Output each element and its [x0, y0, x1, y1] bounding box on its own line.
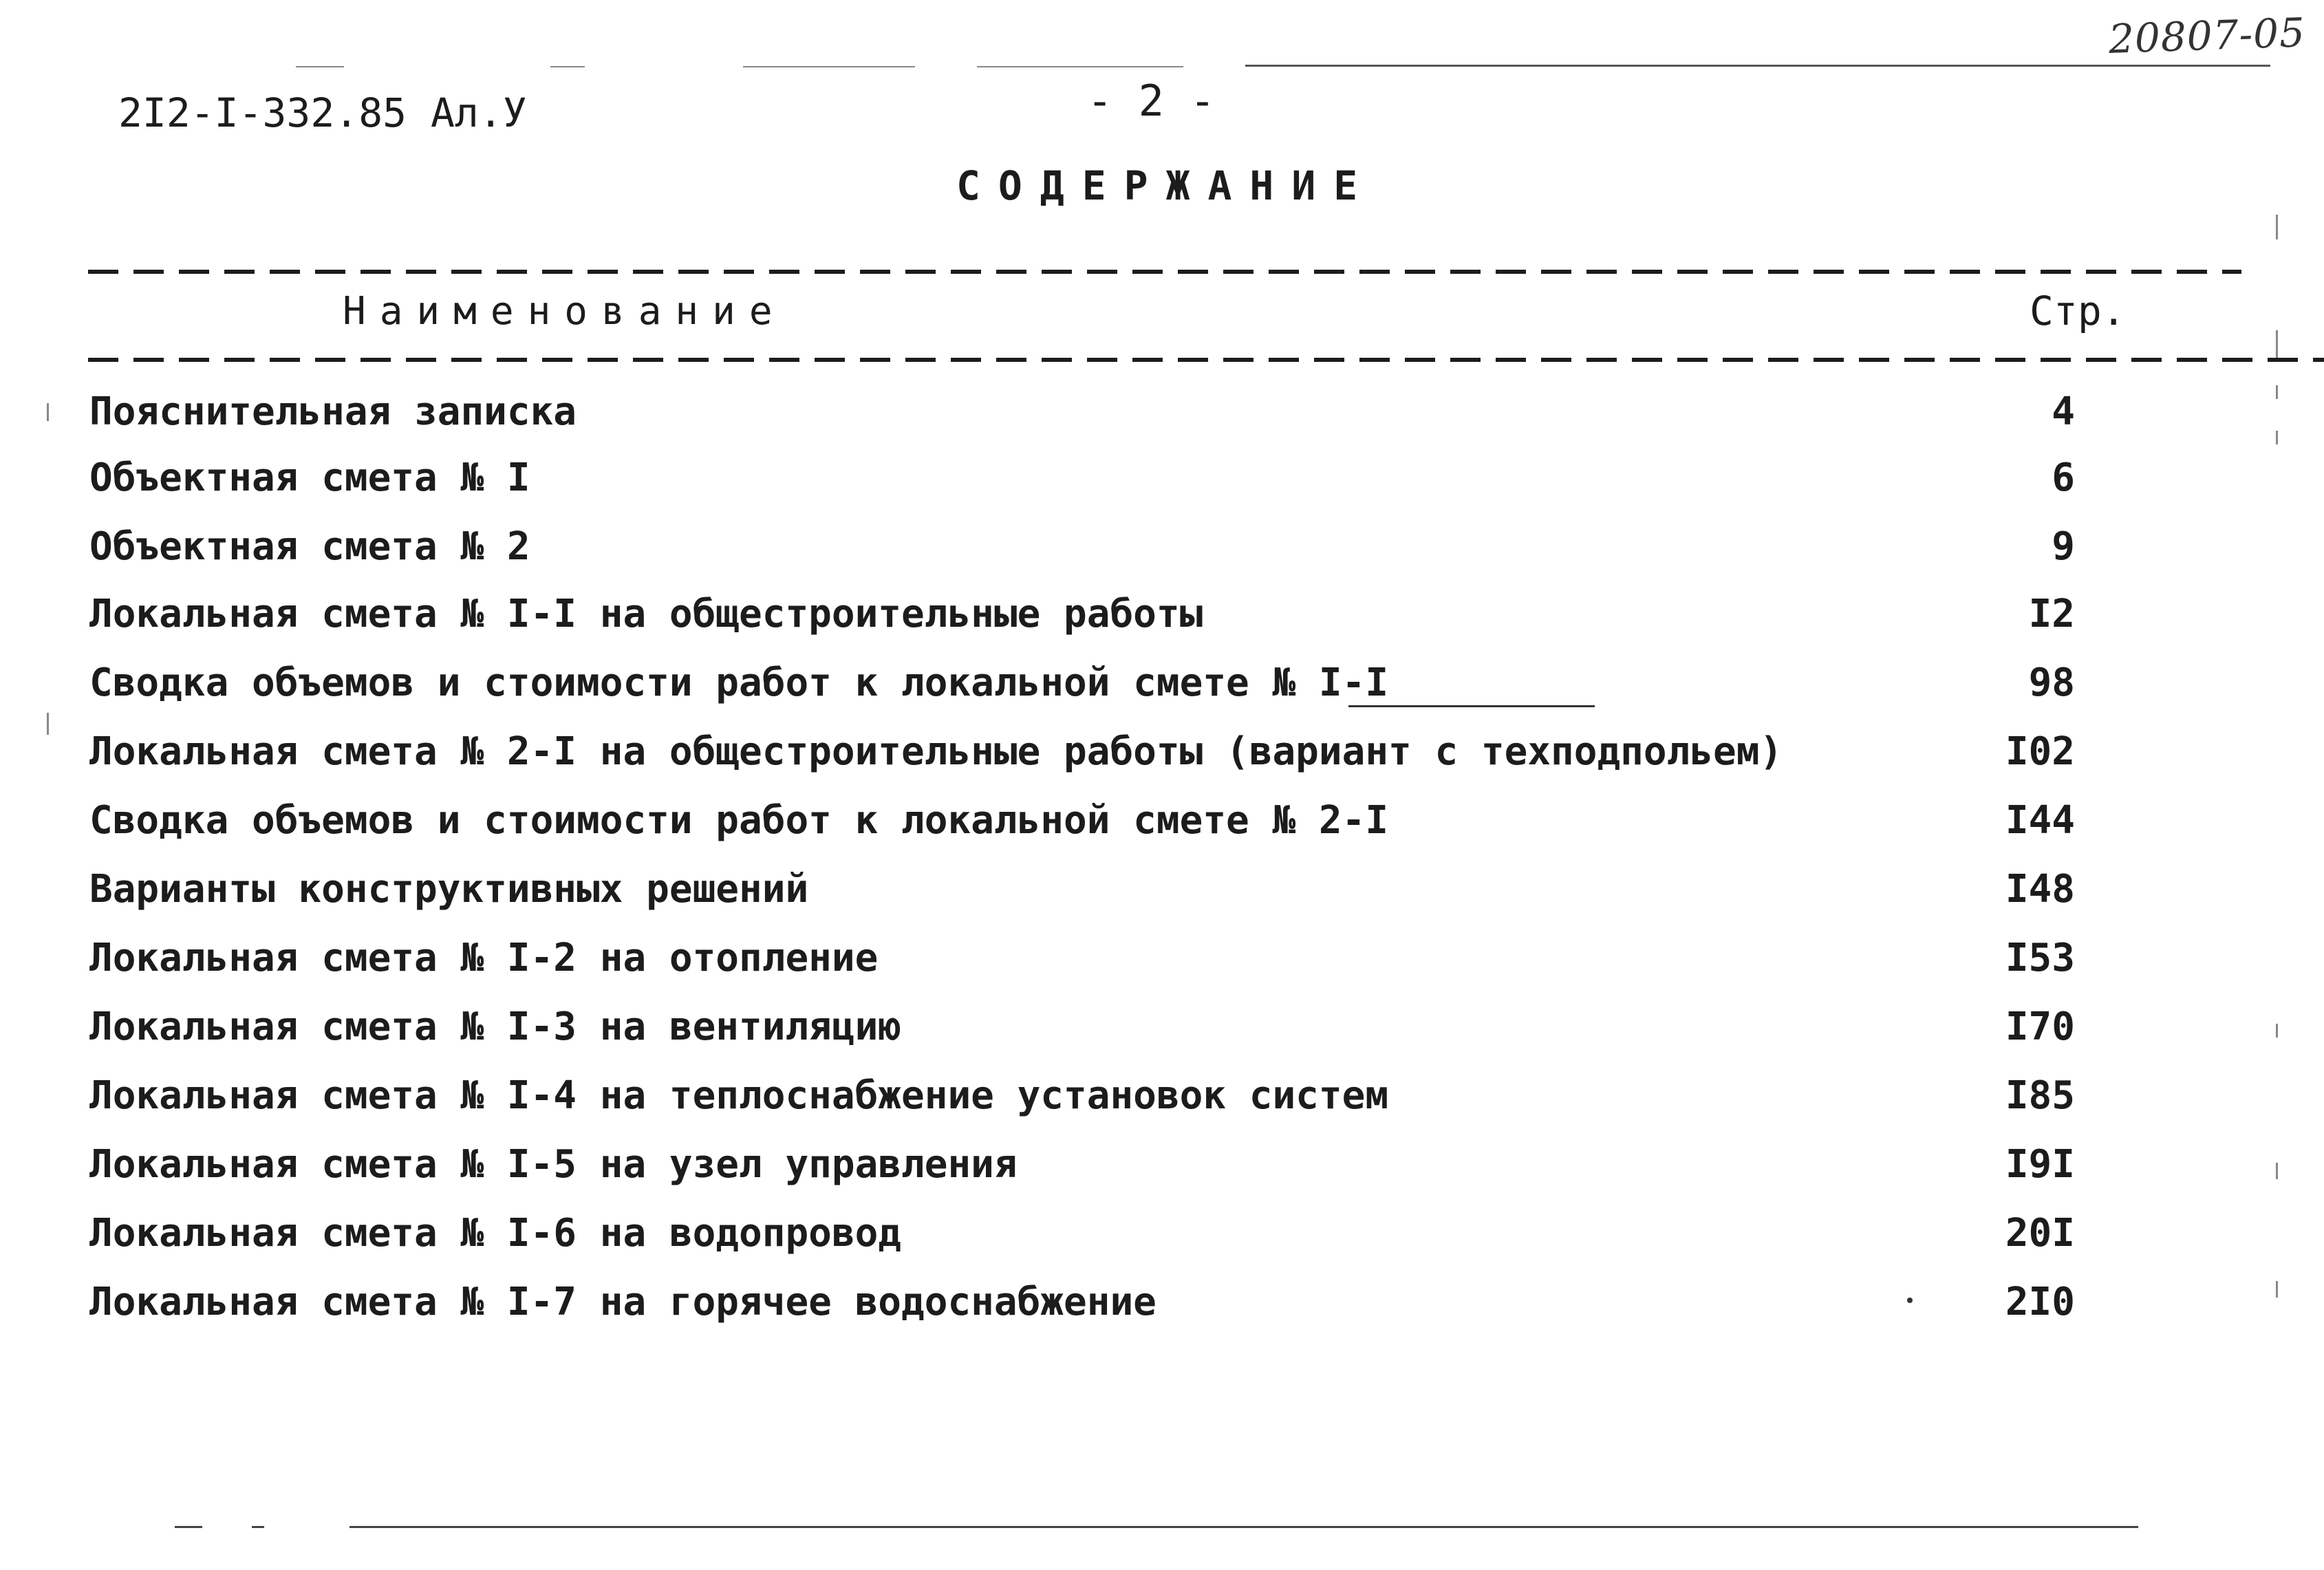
entry-page: 9	[2052, 524, 2075, 569]
ink-speck	[1907, 1298, 1913, 1303]
margin-tick-mark	[2276, 385, 2278, 399]
entry-name: Локальная смета № I-4 на теплоснабжение установок систем	[89, 1073, 1389, 1118]
entry-page: I02	[2005, 729, 2075, 774]
bottom-rule-mark	[252, 1526, 264, 1528]
margin-tick-mark	[2276, 1024, 2278, 1037]
entry-name: Объектная смета № 2	[89, 524, 530, 569]
margin-tick-mark	[2276, 330, 2278, 358]
pen-underline-mark	[1348, 705, 1595, 707]
entry-page: I2	[2028, 592, 2075, 636]
entry-page: 6	[2052, 455, 2075, 500]
bottom-rule-mark	[175, 1526, 202, 1528]
entry-page: 20I	[2005, 1211, 2075, 1256]
entry-page: I53	[2005, 936, 2075, 980]
entry-name: Пояснительная записка	[89, 389, 577, 434]
entry-name: Локальная смета № I-5 на узел управления	[89, 1142, 1018, 1187]
entry-page: I44	[2005, 798, 2075, 843]
entry-name: Локальная смета № I-I на общестроительные работы	[89, 592, 1203, 636]
page-number: - 2 -	[1087, 76, 1216, 126]
margin-tick-mark	[47, 403, 49, 421]
margin-tick-mark	[2276, 1163, 2278, 1179]
entry-page: I70	[2005, 1004, 2075, 1049]
entry-page: 4	[2052, 389, 2075, 434]
document-code: 2I2-I-332.85 Ал.У	[118, 89, 527, 136]
entry-name: Объектная смета № I	[89, 455, 530, 500]
entry-name: Локальная смета № I-3 на вентиляцию	[89, 1004, 902, 1049]
entry-name: Локальная смета № I-7 на горячее водоснабжение	[89, 1280, 1156, 1324]
margin-tick-mark	[47, 713, 49, 735]
page-title: СОДЕРЖАНИЕ	[956, 162, 1376, 209]
entry-name: Локальная смета № 2-I на общестроительные работы (вариант с техподпольем)	[89, 729, 1783, 774]
entry-page: I9I	[2005, 1142, 2075, 1187]
margin-tick-mark	[2276, 431, 2278, 444]
entry-name: Сводка объемов и стоимости работ к локальной смете № I-I	[89, 660, 1389, 705]
column-header-name: Наименование	[343, 289, 786, 334]
entry-name: Варианты конструктивных решений	[89, 867, 809, 912]
entry-page: I85	[2005, 1073, 2075, 1118]
handwritten-archive-number: 20807-05	[2107, 9, 2307, 63]
margin-tick-mark	[2276, 1281, 2278, 1298]
column-header-page: Стр.	[2030, 288, 2126, 334]
entry-page: 98	[2028, 660, 2075, 705]
entry-name: Локальная смета № I-6 на водопровод	[89, 1211, 902, 1256]
entry-page: 2I0	[2005, 1280, 2075, 1324]
entry-name: Локальная смета № I-2 на отопление	[89, 936, 879, 980]
entry-page: I48	[2005, 867, 2075, 912]
bottom-rule	[349, 1526, 2138, 1528]
entry-name: Сводка объемов и стоимости работ к локальной смете № 2-I	[89, 798, 1389, 843]
margin-tick-mark	[2276, 215, 2278, 239]
